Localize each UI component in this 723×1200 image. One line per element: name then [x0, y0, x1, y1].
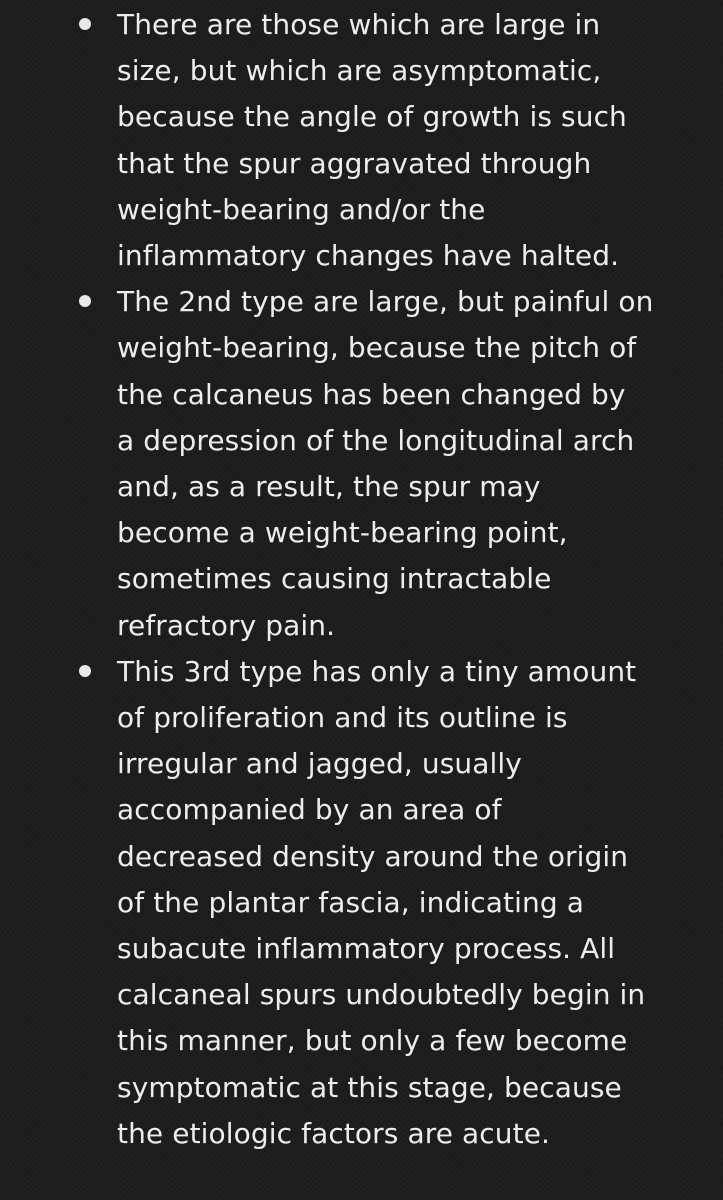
- list-item: [0, 279, 723, 649]
- bullet-list: [0, 2, 723, 1157]
- bullet-icon: [79, 18, 91, 30]
- list-item: [0, 2, 723, 279]
- list-item-text: The 2nd type are large, but painful on weight-bearing, because the pitch of the calcaneus has been changed by a depression of the longitudinal arch and, as a result, the spur may become a weight-bearing point, sometimes causing intractable refractory pain.: [117, 285, 654, 642]
- list-item-text: This 3rd type has only a tiny amount of proliferation and its outline is irregular and jagged, usually accompanied by an area of decreased density around the origin of the plantar fascia, indicating a subacute inflammatory process. All calcaneal spurs undoubtedly begin in this manner, but only a few become symptomatic at this stage, because the etiologic factors are acute.: [117, 654, 646, 1150]
- bullet-icon: [79, 665, 91, 677]
- list-item-text: There are those which are large in size, but which are asymptomatic, because the angle of growth is such that the spur aggravated through weight-bearing and/or the inflammatory changes have halted.: [117, 8, 627, 273]
- list-item: [0, 649, 723, 1157]
- bullet-icon: [79, 295, 91, 307]
